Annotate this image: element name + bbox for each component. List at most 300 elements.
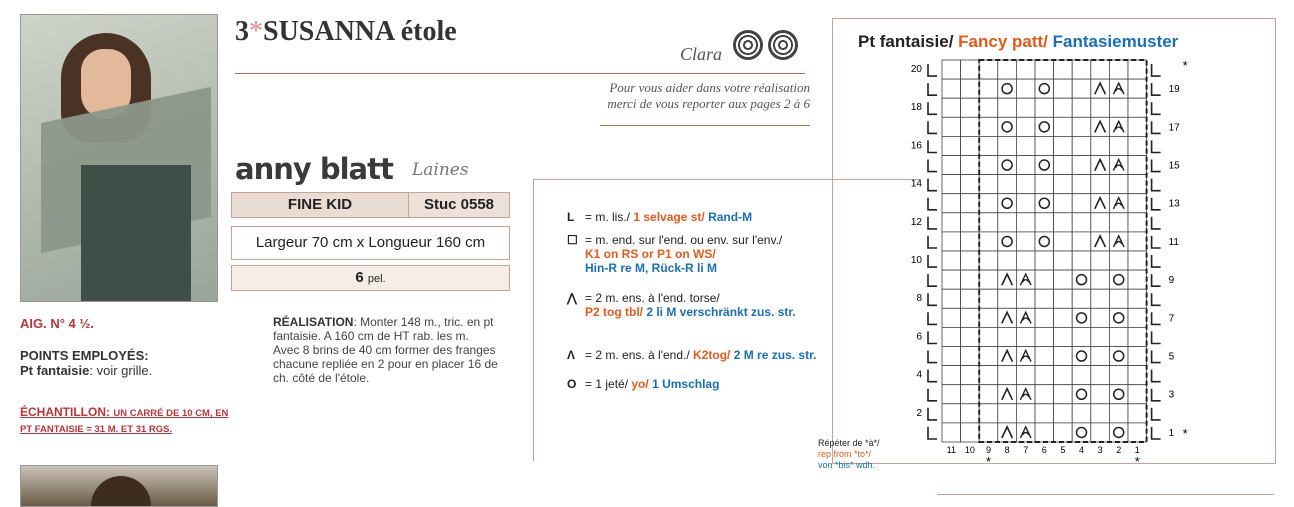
- selvage-icon: [928, 236, 937, 248]
- chart-cell: [1054, 423, 1073, 442]
- chart-cell: [1072, 251, 1091, 270]
- repeat-star: *: [1134, 454, 1140, 469]
- selvage-icon: [928, 121, 937, 133]
- chart-cell: [1054, 347, 1073, 366]
- chart-cell: [1072, 79, 1091, 98]
- chart-cell: [1091, 423, 1110, 442]
- chart-cell: [1035, 194, 1054, 213]
- chart-cell: [942, 232, 961, 251]
- chart-cell: [1035, 366, 1054, 385]
- chart-cell: [998, 213, 1017, 232]
- selvage-icon: [928, 274, 937, 286]
- chart-cell: [1054, 366, 1073, 385]
- chart-cell: [1054, 385, 1073, 404]
- row-label: 9: [1168, 275, 1175, 287]
- chart-cell: [1054, 79, 1073, 98]
- row-label: 13: [1168, 198, 1180, 210]
- selvage-icon: [928, 102, 937, 114]
- chart-cell: [1128, 232, 1147, 251]
- chart-cell: [1128, 366, 1147, 385]
- brand-logo: anny blatt: [235, 152, 393, 186]
- selvage-icon: [1152, 370, 1161, 382]
- chart-cell: [1109, 308, 1128, 327]
- chart-cell: [1035, 327, 1054, 346]
- col-label: 7: [1023, 445, 1029, 455]
- chart-cell: [979, 175, 998, 194]
- chart-cell: [1016, 232, 1035, 251]
- clara-label: Clara: [680, 44, 723, 64]
- row-label: 7: [1168, 313, 1175, 325]
- chart-cell: [1016, 79, 1035, 98]
- chart-cell: [961, 327, 980, 346]
- chart-cell: [979, 156, 998, 175]
- chart-cell: [1072, 366, 1091, 385]
- chart-cell: [1109, 270, 1128, 289]
- chart-cell: [979, 423, 998, 442]
- chart-cell: [1035, 98, 1054, 117]
- chart-cell: [942, 194, 961, 213]
- row-label: 1: [1168, 427, 1175, 439]
- chart-cell: [979, 347, 998, 366]
- chart-cell: [1054, 175, 1073, 194]
- chart-cell: [1109, 347, 1128, 366]
- repeat-star: *: [1182, 425, 1188, 441]
- chart-cell: [1016, 117, 1035, 136]
- chart-cell: [1109, 175, 1128, 194]
- chart-cell: [961, 194, 980, 213]
- selvage-icon: [928, 140, 937, 152]
- selvage-icon: [1152, 408, 1161, 420]
- selvage-icon: [1152, 140, 1161, 152]
- yarn-ball-icon: [733, 30, 763, 60]
- col-label: 2: [1116, 445, 1122, 455]
- chart-cell: [1054, 117, 1073, 136]
- chart-cell: [942, 423, 961, 442]
- selvage-icon: [928, 351, 937, 363]
- selvage-icon: [1152, 351, 1161, 363]
- selvage-icon: [1152, 389, 1161, 401]
- col-label: 6: [1041, 445, 1047, 455]
- chart-cell: [1091, 213, 1110, 232]
- chart-cell: [942, 79, 961, 98]
- selvage-icon: [1152, 293, 1161, 305]
- chart-cell: [1054, 251, 1073, 270]
- chart-cell: [979, 117, 998, 136]
- chart-cell: [979, 366, 998, 385]
- chart-cell: [1016, 98, 1035, 117]
- row-label: 20: [910, 64, 922, 75]
- chart-title: Pt fantaisie/ Fancy patt/ Fantasiemuster: [858, 32, 1179, 51]
- chart-cell: [979, 60, 998, 79]
- chart-cell: [998, 251, 1017, 270]
- col-label: 4: [1078, 445, 1085, 455]
- chart-cell: [942, 251, 961, 270]
- chart-cell: [1072, 308, 1091, 327]
- row-label: 10: [910, 255, 922, 266]
- chart-cell: [1072, 347, 1091, 366]
- legend-item: ☐ = m. end. sur l'end. ou env. sur l'env./ K1 on RS or P1 on WS/ Hin-R re M, Rück-R li M: [567, 233, 783, 275]
- chart-cell: [1128, 117, 1147, 136]
- model-photo-2: [20, 465, 218, 507]
- repeat-note: Répéter de *à*/ rep from *to*/ von *bis* wdh.: [818, 438, 880, 470]
- chart-cell: [1035, 117, 1054, 136]
- chart-cell: [961, 60, 980, 79]
- help-text: Pour vous aider dans votre réalisation merci de vous reporter aux pages 2 à 6: [607, 80, 810, 111]
- size-row: Largeur 70 cm x Longueur 160 cm: [231, 226, 510, 260]
- chart-cell: [1035, 213, 1054, 232]
- chart-cell: [979, 270, 998, 289]
- selvage-icon: [928, 389, 937, 401]
- chart-cell: [998, 98, 1017, 117]
- chart-cell: [1072, 117, 1091, 136]
- chart-cell: [1016, 366, 1035, 385]
- chart-cell: [961, 404, 980, 423]
- selvage-icon: [928, 160, 937, 172]
- col-label: 3: [1097, 445, 1103, 455]
- chart-cell: [1109, 60, 1128, 79]
- chart-cell: [1016, 404, 1035, 423]
- chart-cell: [942, 156, 961, 175]
- chart-cell: [942, 366, 961, 385]
- model-photo: [20, 14, 218, 302]
- chart-cell: [961, 156, 980, 175]
- chart-cell: [961, 270, 980, 289]
- legend-item: O = 1 jeté/ yo/ 1 Umschlag: [567, 377, 720, 391]
- gauge-text: ÉCHANTILLON: UN CARRÉ DE 10 CM, EN PT FANTAISIE = 31 M. ET 31 RGS.: [20, 405, 229, 435]
- k2tog-icon: Λ: [567, 348, 576, 362]
- chart-cell: [942, 308, 961, 327]
- chart-cell: [1054, 404, 1073, 423]
- chart-cell: [961, 117, 980, 136]
- chart-cell: [1072, 213, 1091, 232]
- selvage-icon: [1152, 274, 1161, 286]
- chart-cell: [1035, 60, 1054, 79]
- chart-cell: [1072, 175, 1091, 194]
- chart-cell: [979, 404, 998, 423]
- chart-cell: [1016, 213, 1035, 232]
- chart-cell: [1109, 366, 1128, 385]
- chart-cell: [1128, 270, 1147, 289]
- divider: [600, 125, 810, 126]
- selvage-icon: [1152, 179, 1161, 191]
- chart-cell: [961, 79, 980, 98]
- chart-cell: [1128, 308, 1147, 327]
- chart-cell: [979, 79, 998, 98]
- chart-cell: [979, 194, 998, 213]
- yarn-row: [231, 192, 510, 218]
- row-label: 8: [916, 293, 922, 305]
- chart-cell: [1016, 156, 1035, 175]
- chart-cell: [1128, 347, 1147, 366]
- col-label: 9: [985, 445, 992, 455]
- chart-cell: [1091, 327, 1110, 346]
- chart-cell: [1016, 194, 1035, 213]
- yarn-ref: Stuc 0558: [409, 193, 509, 217]
- chart-cell: [1054, 213, 1073, 232]
- chart-cell: [1109, 327, 1128, 346]
- chart-cell: [1109, 98, 1128, 117]
- chart-cell: [1091, 385, 1110, 404]
- selvage-icon: [1152, 64, 1161, 76]
- row-label: 2: [916, 407, 922, 419]
- chart-cell: [1035, 347, 1054, 366]
- row-label: 3: [1168, 389, 1175, 401]
- chart-cell: [942, 347, 961, 366]
- chart-cell: [961, 213, 980, 232]
- row-label: 15: [1168, 160, 1180, 172]
- chart-cell: [1035, 136, 1054, 155]
- row-label: 12: [910, 216, 922, 228]
- chart-cell: [979, 308, 998, 327]
- selvage-icon: [928, 427, 937, 439]
- yarn-over-icon: O: [567, 377, 577, 391]
- chart-cell: [1016, 60, 1035, 79]
- chart-cell: [1072, 289, 1091, 308]
- selvage-icon: [1152, 217, 1161, 229]
- chart-cell: [1128, 327, 1147, 346]
- chart-cell: [1054, 289, 1073, 308]
- selvage-icon: [928, 293, 937, 305]
- chart-cell: [942, 385, 961, 404]
- chart-cell: [1016, 251, 1035, 270]
- twisted-decrease-icon: ⋀: [567, 291, 577, 305]
- chart-cell: [942, 175, 961, 194]
- chart-cell: [979, 385, 998, 404]
- chart-cell: [1072, 60, 1091, 79]
- chart-cell: [1016, 136, 1035, 155]
- chart-cell: [961, 366, 980, 385]
- chart-cell: [1128, 423, 1147, 442]
- selvage-icon: [928, 255, 937, 267]
- chart-cell: [998, 327, 1017, 346]
- chart-cell: [979, 136, 998, 155]
- chart-cell: [1054, 98, 1073, 117]
- chart-cell: [1054, 194, 1073, 213]
- chart-cell: [1091, 175, 1110, 194]
- selvage-icon: [1152, 427, 1161, 439]
- repeat-star: *: [985, 454, 992, 469]
- chart-cell: [942, 60, 961, 79]
- chart-cell: [1128, 156, 1147, 175]
- chart-cell: [1091, 270, 1110, 289]
- row-label: 17: [1168, 122, 1180, 134]
- chart-cell: [1109, 385, 1128, 404]
- chart-cell: [1072, 232, 1091, 251]
- chart-cell: [1035, 175, 1054, 194]
- stitches-used: POINTS EMPLOYÉS: Pt fantaisie: voir grille.: [20, 348, 153, 378]
- chart-cell: [1128, 136, 1147, 155]
- chart-cell: [1072, 404, 1091, 423]
- chart-cell: [1091, 404, 1110, 423]
- selvage-icon: [928, 312, 937, 324]
- chart-cell: [1054, 308, 1073, 327]
- chart-cell: [942, 117, 961, 136]
- chart-cell: [1035, 251, 1054, 270]
- chart-cell: [1109, 423, 1128, 442]
- chart-cell: [1091, 60, 1110, 79]
- selvage-icon: [1152, 255, 1161, 267]
- selvage-icon: [1152, 83, 1161, 95]
- chart-cell: [1035, 79, 1054, 98]
- chart-cell: [1128, 404, 1147, 423]
- legend-item: L = m. lis./ 1 selvage st/ Rand-M: [567, 210, 753, 224]
- needles-text: AIG. N° 4 ½.: [20, 316, 94, 331]
- pattern-title: 3*SUSANNA étole: [235, 16, 457, 47]
- chart-cell: [1072, 194, 1091, 213]
- chart-cell: [961, 175, 980, 194]
- chart-cell: [961, 423, 980, 442]
- selvage-icon: [1152, 331, 1161, 343]
- chart-cell: [942, 289, 961, 308]
- row-label: 4: [916, 369, 922, 381]
- legend-item: ⋀ = 2 m. ens. à l'end. torse/ P2 tog tbl/ 2 li M verschränkt zus. str.: [567, 291, 796, 319]
- chart-cell: [998, 289, 1017, 308]
- chart-cell: [1035, 232, 1054, 251]
- row-label: 5: [1168, 351, 1175, 363]
- chart-cell: [942, 136, 961, 155]
- chart-cell: [979, 213, 998, 232]
- chart-cell: [1072, 327, 1091, 346]
- selvage-icon: [1152, 236, 1161, 248]
- row-label: 18: [910, 102, 922, 114]
- selvage-icon: [928, 198, 937, 210]
- chart-cell: [961, 136, 980, 155]
- repeat-star: *: [1182, 58, 1188, 73]
- chart-cell: [942, 213, 961, 232]
- chart-cell: [1091, 136, 1110, 155]
- knitting-chart: [832, 50, 1272, 470]
- chart-cell: [961, 347, 980, 366]
- selvage-icon: L: [567, 210, 575, 224]
- chart-cell: [1072, 136, 1091, 155]
- chart-cell: [998, 156, 1017, 175]
- brand-subtitle: Laines: [412, 160, 469, 180]
- chart-cell: [1091, 289, 1110, 308]
- chart-cell: [961, 308, 980, 327]
- chart-cell: [998, 232, 1017, 251]
- chart-cell: [942, 404, 961, 423]
- chart-cell: [1072, 98, 1091, 117]
- chart-cell: [1109, 251, 1128, 270]
- selvage-icon: [928, 83, 937, 95]
- selvage-icon: [928, 179, 937, 191]
- chart-cell: [1054, 136, 1073, 155]
- divider: [235, 73, 805, 74]
- chart-cell: [1072, 385, 1091, 404]
- chart-cell: [1016, 175, 1035, 194]
- chart-cell: [1035, 270, 1054, 289]
- legend-item: Λ = 2 m. ens. à l'end./ K2tog/ 2 M re zus. str.: [567, 348, 817, 362]
- selvage-icon: [928, 64, 937, 76]
- chart-cell: [1016, 289, 1035, 308]
- chart-cell: [1035, 156, 1054, 175]
- yarn-name: FINE KID: [232, 193, 409, 217]
- chart-cell: [979, 98, 998, 117]
- chart-cell: [1091, 98, 1110, 117]
- selvage-icon: [1152, 312, 1161, 324]
- chart-cell: [1109, 404, 1128, 423]
- chart-cell: [979, 232, 998, 251]
- col-label: 10: [964, 445, 975, 455]
- chart-cell: [1091, 308, 1110, 327]
- chart-cell: [998, 175, 1017, 194]
- chart-cell: [1054, 327, 1073, 346]
- chart-cell: [979, 327, 998, 346]
- selvage-icon: [928, 370, 937, 382]
- chart-cell: [998, 136, 1017, 155]
- col-label: 1: [1134, 445, 1140, 455]
- chart-cell: [942, 98, 961, 117]
- row-label: 14: [910, 178, 922, 190]
- chart-cell: [998, 117, 1017, 136]
- divider: [937, 494, 1274, 495]
- chart-cell: [961, 385, 980, 404]
- quantity-row: 6 pel.: [231, 265, 510, 291]
- chart-cell: [998, 366, 1017, 385]
- chart-cell: [1054, 156, 1073, 175]
- chart-cell: [1091, 366, 1110, 385]
- chart-cell: [979, 289, 998, 308]
- chart-cell: [1035, 385, 1054, 404]
- chart-cell: [1109, 136, 1128, 155]
- row-label: 6: [916, 331, 922, 343]
- chart-cell: [1035, 289, 1054, 308]
- row-label: 16: [910, 140, 922, 152]
- chart-cell: [998, 404, 1017, 423]
- chart-cell: [998, 60, 1017, 79]
- chart-cell: [998, 79, 1017, 98]
- chart-cell: [961, 251, 980, 270]
- chart-cell: [1128, 194, 1147, 213]
- col-label: 11: [946, 445, 956, 455]
- chart-cell: [1072, 423, 1091, 442]
- chart-cell: [961, 232, 980, 251]
- chart-cell: [1072, 270, 1091, 289]
- row-label: 19: [1168, 84, 1180, 96]
- chart-cell: [961, 289, 980, 308]
- row-label: 11: [1168, 236, 1179, 248]
- selvage-icon: [1152, 102, 1161, 114]
- chart-cell: [961, 98, 980, 117]
- selvage-icon: [1152, 121, 1161, 133]
- selvage-icon: [1152, 198, 1161, 210]
- selvage-icon: [928, 408, 937, 420]
- selvage-icon: [928, 331, 937, 343]
- yarn-ball-icon: [768, 30, 798, 60]
- chart-cell: [942, 327, 961, 346]
- chart-cell: [1035, 404, 1054, 423]
- chart-cell: [942, 270, 961, 289]
- chart-cell: [1128, 289, 1147, 308]
- chart-cell: [1016, 327, 1035, 346]
- chart-cell: [1072, 156, 1091, 175]
- chart-cell: [1128, 251, 1147, 270]
- chart-cell: [1128, 385, 1147, 404]
- empty-square-icon: ☐: [567, 233, 578, 247]
- selvage-icon: [1152, 160, 1161, 172]
- chart-cell: [1054, 60, 1073, 79]
- chart-cell: [998, 194, 1017, 213]
- chart-cell: [1054, 232, 1073, 251]
- chart-cell: [1109, 213, 1128, 232]
- chart-cell: [1128, 98, 1147, 117]
- chart-cell: [1128, 79, 1147, 98]
- selvage-icon: [928, 217, 937, 229]
- col-label: 5: [1060, 445, 1066, 455]
- chart-cell: [1035, 308, 1054, 327]
- instructions-text: RÉALISATION: Monter 148 m., tric. en pt fantaisie. A 160 cm de HT rab. les m. Avec 8 brins de 40 cm former des franges chacune repliée en 2 pour en placer 16 de ch. côté de l'étole.: [273, 315, 498, 385]
- chart-cell: [1054, 270, 1073, 289]
